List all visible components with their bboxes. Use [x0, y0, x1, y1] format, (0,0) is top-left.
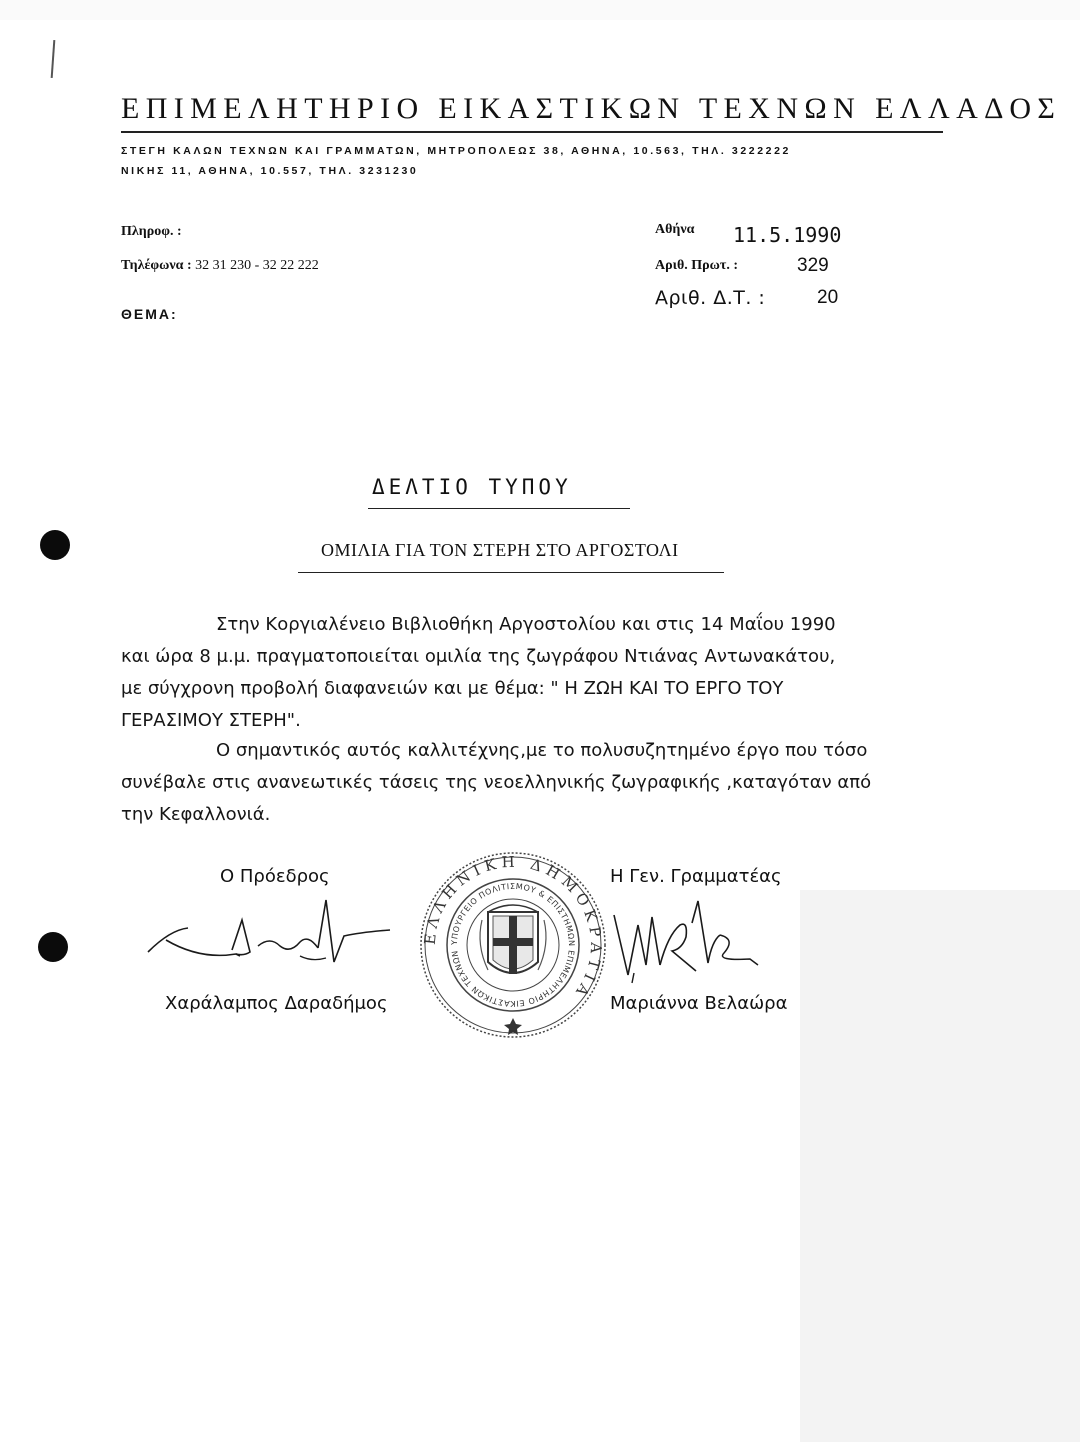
date-value: 11.5.1990 — [733, 223, 842, 247]
secretary-title: Η Γεν. Γραμματέας — [610, 866, 782, 887]
phones-row — [121, 258, 319, 274]
president-name: Χαράλαμπος Δαραδήμος — [165, 993, 388, 1014]
letterhead-address-1: ΣΤΕΓΗ ΚΑΛΩΝ ΤΕΧΝΩΝ ΚΑΙ ΓΡΑΜΜΑΤΩΝ, ΜΗΤΡΟΠΟΛΕΩΣ 38, ΑΘΗΝΑ, 10.563, ΤΗΛ. 3222222 — [121, 145, 791, 157]
city-label: Αθήνα — [655, 222, 695, 237]
letterhead-rule — [121, 131, 943, 133]
punch-hole-top — [40, 530, 70, 560]
document-title: ΔΕΛΤΙΟ ΤΥΠΟΥ — [372, 475, 572, 499]
subject-label: ΘΕΜΑ: — [121, 306, 178, 322]
phones-value: 32 31 230 - 32 22 222 — [195, 258, 319, 273]
body-line-5: Ο σημαντικός αυτός καλλιτέχνης,με το πολυσυζητημένο έργο που τόσο — [216, 740, 868, 761]
body-line-7: την Κεφαλλονιά. — [121, 804, 271, 825]
document-subtitle: ΟΜΙΛΙΑ ΓΙΑ ΤΟΝ ΣΤΕΡΗ ΣΤΟ ΑΡΓΟΣΤΟΛΙ — [321, 540, 679, 560]
phones-label: Τηλέφωνα : — [121, 258, 192, 273]
protocol-label: Αριθ. Πρωτ. : — [655, 258, 738, 273]
scan-top-shade — [0, 0, 1080, 20]
body-line-1: Στην Κοργιαλένειο Βιβλιοθήκη Αργοστολίου και στις 14 Μαΐου 1990 — [216, 614, 836, 635]
scan-mark — [51, 40, 56, 78]
official-stamp — [414, 843, 608, 1040]
secretary-name: Μαριάννα Βελαώρα — [610, 993, 788, 1014]
body-line-6: συνέβαλε στις ανανεωτικές τάσεις της νεοελληνικής ζωγραφικής ,καταγόταν από — [121, 772, 872, 793]
dt-label: Αριθ. Δ.Τ. : — [655, 287, 766, 309]
subtitle-underline — [298, 572, 724, 573]
stamp-inner-text: ΥΠΟΥΡΓΕΙΟ ΠΟΛΙΤΙΣΜΟΥ & ΕΠΙΣΤΗΜΩΝ ΕΠΙΜΕΛΗΤΗΡΙΟ ΕΙΚΑΣΤΙΚΩΝ ΤΕΧΝΩΝ ΕΛΛΑΔΟΣ — [414, 843, 577, 1009]
letterhead-address-2: ΝΙΚΗΣ 11, ΑΘΗΝΑ, 10.557, ΤΗΛ. 3231230 — [121, 165, 419, 177]
president-title: Ο Πρόεδρος — [220, 866, 330, 887]
punch-hole-bottom — [38, 932, 68, 962]
body-line-3: με σύγχρονη προβολή διαφανειών και με θέμα: " Η ΖΩΗ ΚΑΙ ΤΟ ΕΡΓΟ ΤΟΥ — [121, 678, 784, 699]
title-underline — [368, 508, 630, 509]
scan-edge-shade — [800, 890, 1080, 1442]
body-line-4: ΓΕΡΑΣΙΜΟΥ ΣΤΕΡΗ". — [121, 710, 301, 731]
protocol-value: 329 — [797, 255, 829, 276]
president-signature — [140, 890, 400, 980]
body-line-2: και ώρα 8 μ.μ. πραγματοποιείται ομιλία της ζωγράφου Ντιάνας Αντωνακάτου, — [121, 646, 836, 667]
info-label: Πληροφ. : — [121, 224, 182, 239]
stamp-outer-text: ΕΛΛΗΝΙΚΗ ΔΗΜΟΚΡΑΤΙΑ — [420, 852, 606, 1004]
secretary-signature — [608, 895, 778, 990]
dt-value: 20 — [817, 287, 839, 308]
letterhead-title: ΕΠΙΜΕΛΗΤΗΡΙΟ ΕΙΚΑΣΤΙΚΩΝ ΤΕΧΝΩΝ ΕΛΛΑΔΟΣ — [121, 92, 1062, 125]
